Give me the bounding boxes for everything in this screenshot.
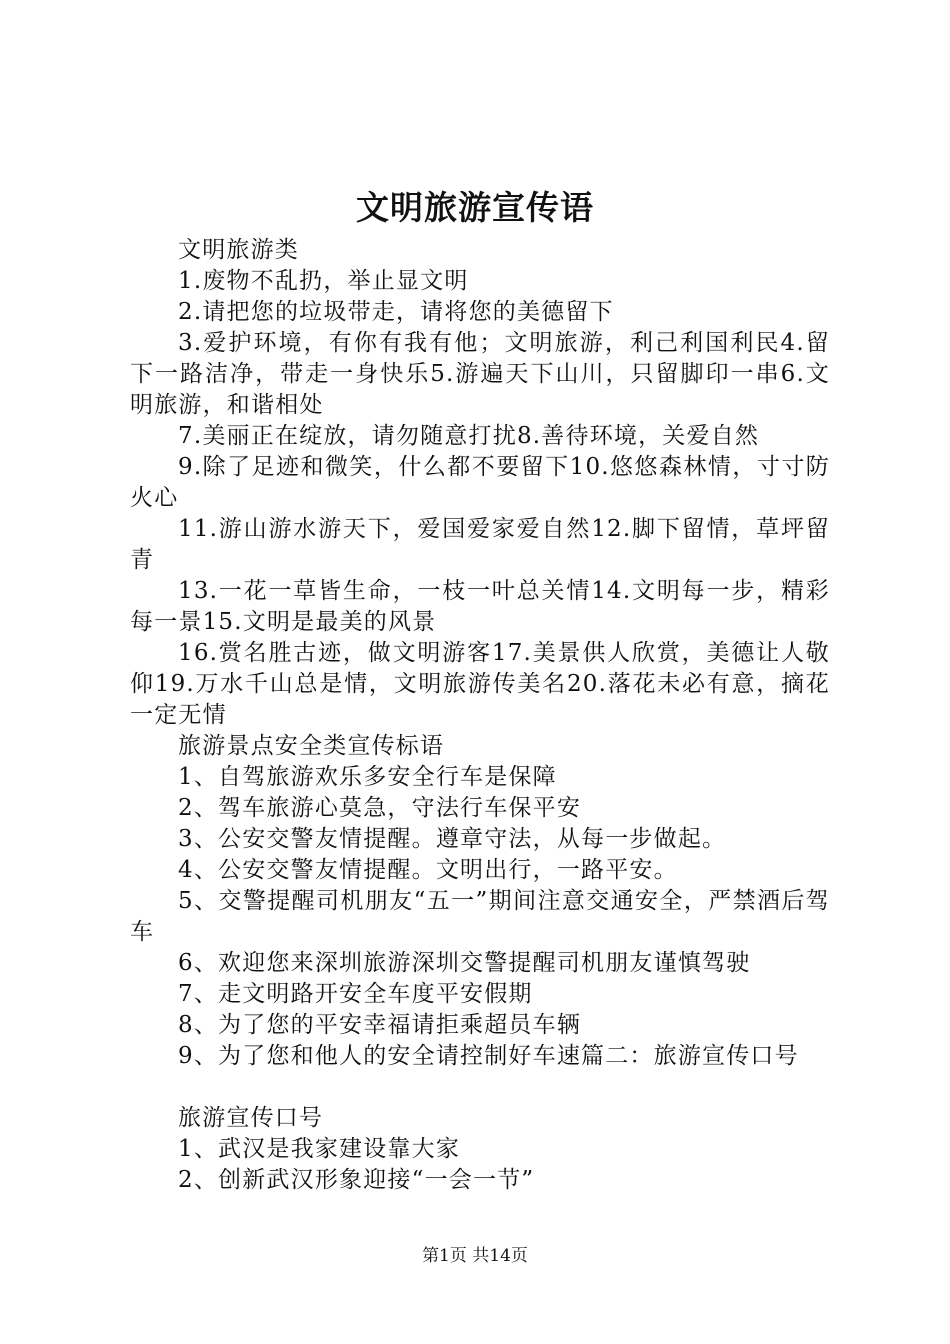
safety-slogan: 9、为了您和他人的安全请控制好车速篇二：旅游宣传口号 bbox=[178, 1043, 799, 1069]
slogan-paragraph: 2.请把您的垃圾带走，请将您的美德留下 bbox=[178, 299, 614, 325]
safety-slogan: 6、欢迎您来深圳旅游深圳交警提醒司机朋友谨慎驾驶 bbox=[178, 950, 751, 976]
safety-slogan: 3、公安交警友情提醒。遵章守法，从每一步做起。 bbox=[178, 826, 727, 852]
safety-slogan: 4、公安交警友情提醒。文明出行，一路平安。 bbox=[178, 857, 678, 883]
document-body bbox=[130, 235, 830, 1196]
safety-slogan: 2、驾车旅游心莫急，守法行车保平安 bbox=[178, 795, 582, 821]
section-heading-civilized-travel: 文明旅游类 bbox=[178, 237, 299, 263]
safety-slogan: 8、为了您的平安幸福请拒乘超员车辆 bbox=[178, 1012, 582, 1038]
slogan-paragraph: 1.废物不乱扔，举止显文明 bbox=[178, 268, 469, 294]
slogan-paragraph: 16.赏名胜古迹，做文明游客17.美景供人欣赏，美德让人敬仰19.万水千山总是情，文明旅游传美名20.落花未必有意，摘花一定无情 bbox=[130, 640, 830, 728]
safety-slogan: 1、自驾旅游欢乐多安全行车是保障 bbox=[178, 764, 557, 790]
slogan-paragraph: 11.游山游水游天下，爱国爱家爱自然12.脚下留情，草坪留青 bbox=[130, 516, 830, 573]
slogan-paragraph: 9.除了足迹和微笑，什么都不要留下10.悠悠森林情，寸寸防火心 bbox=[130, 454, 830, 511]
safety-slogan: 5、交警提醒司机朋友“五一”期间注意交通安全，严禁酒后驾车 bbox=[130, 888, 830, 945]
document-title: 文明旅游宣传语 bbox=[356, 188, 594, 227]
safety-slogan: 7、走文明路开安全车度平安假期 bbox=[178, 981, 533, 1007]
slogan-paragraph: 13.一花一草皆生命，一枝一叶总关情14.文明每一步，精彩每一景15.文明是最美的风景 bbox=[130, 578, 830, 635]
section-heading-safety: 旅游景点安全类宣传标语 bbox=[178, 733, 445, 759]
tourism-slogan: 2、创新武汉形象迎接“一会一节” bbox=[178, 1167, 535, 1193]
slogan-paragraph: 7.美丽正在绽放，请勿随意打扰8.善待环境，关爱自然 bbox=[178, 423, 760, 449]
tourism-slogan: 1、武汉是我家建设靠大家 bbox=[178, 1136, 461, 1162]
page-footer: 第1页 共14页 bbox=[422, 1246, 528, 1266]
slogan-paragraph: 3.爱护环境，有你有我有他；文明旅游，利己利国利民4.留下一路洁净，带走一身快乐5.游遍天下山川，只留脚印一串6.文明旅游，和谐相处 bbox=[130, 330, 830, 418]
section-heading-tourism-slogans: 旅游宣传口号 bbox=[178, 1105, 324, 1131]
blank-line bbox=[130, 1072, 830, 1103]
